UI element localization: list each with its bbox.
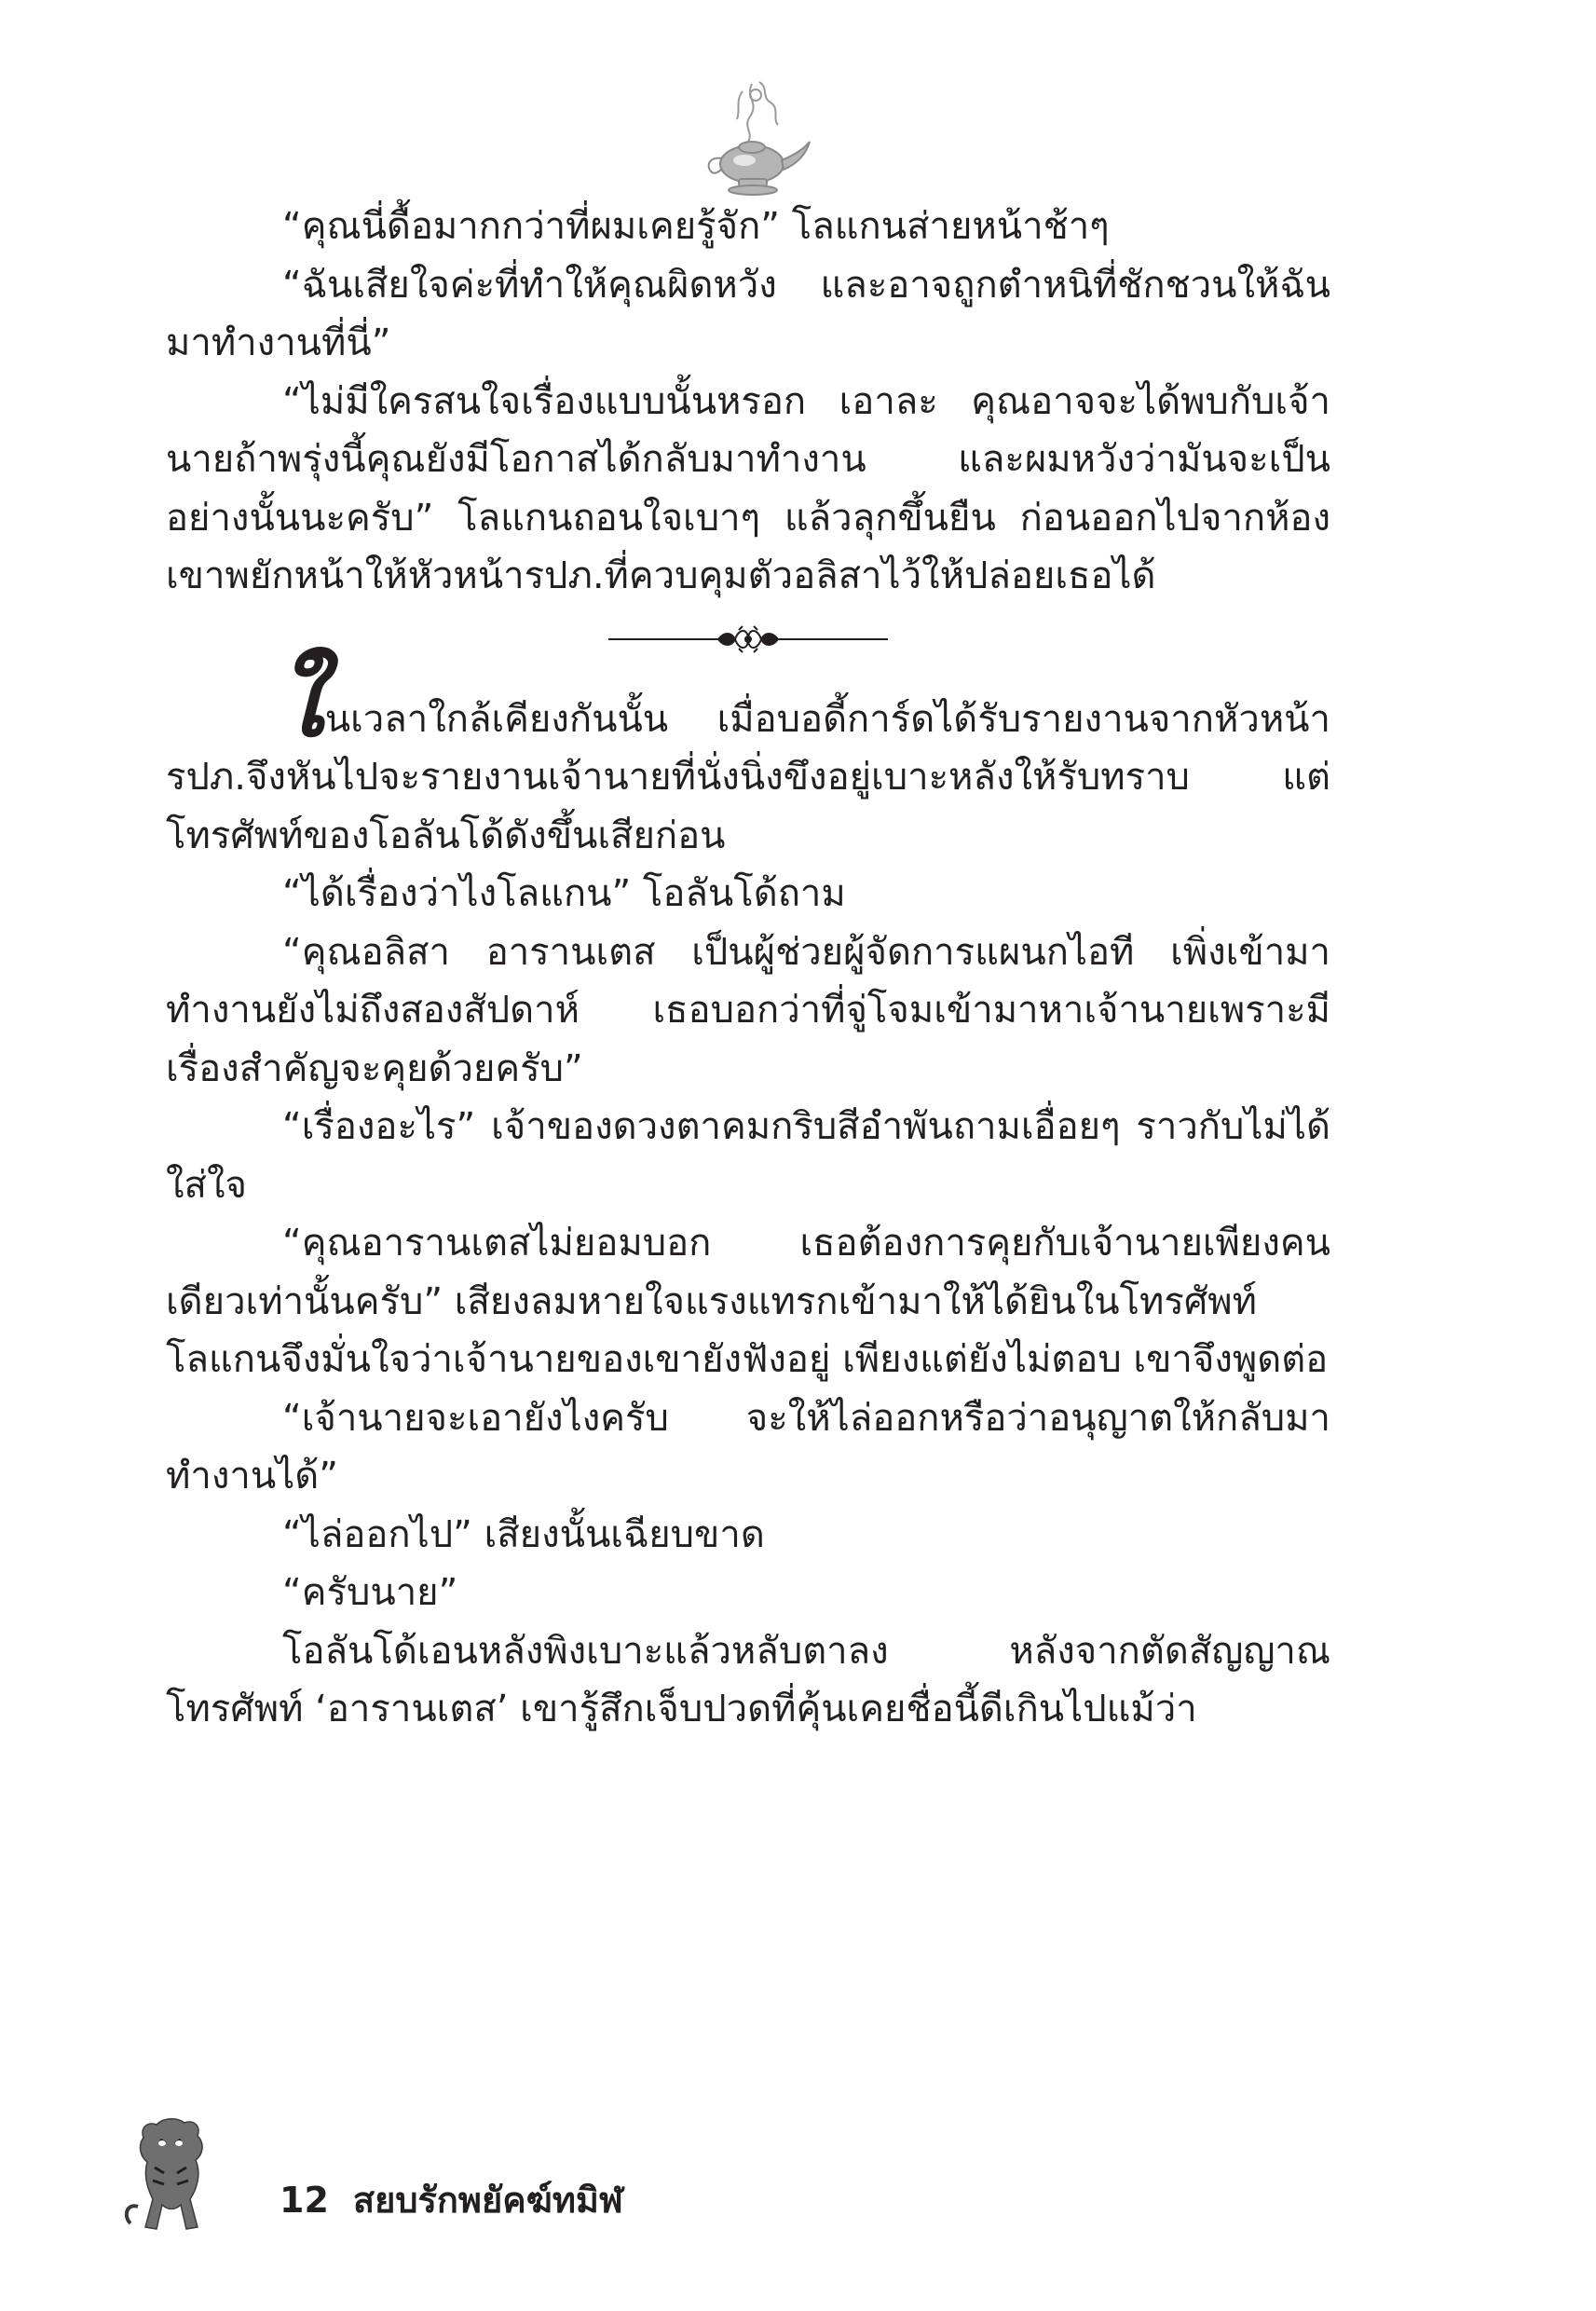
- paragraph: “คุณอลิสา อารานเตส เป็นผู้ช่วยผู้จัดการแผนกไอที เพิ่งเข้ามาทำงานยังไม่ถึงสองสัปดาห์ เธอบอกว่าที่จู่โจมเข้ามาหาเจ้านายเพราะมีเรื่องสำคัญจะคุยด้วยครับ”: [166, 930, 1330, 1090]
- paragraph: “ได้เรื่องว่าไงโลแกน” โอลันโด้ถาม: [282, 872, 846, 915]
- dropcap-paragraph-text: นเวลาใกล้เคียงกันนั้น เมื่อบอดี้การ์ดได้รับรายงานจากหัวหน้ารปภ.จึงหันไปจะรายงานเจ้านายที่นั่งนิ่งขึงอยู่เบาะหลังให้รับทราบ แต่โทรศัพท์ของโอลันโด้ดังขึ้นเสียก่อน: [166, 697, 1330, 857]
- page-footer: [119, 2113, 771, 2235]
- paragraph: “ครับนาย”: [282, 1571, 458, 1614]
- paragraph: โอลันโด้เอนหลังพิงเบาะแล้วหลับตาลง หลังจากตัดสัญญาณโทรศัพท์ ‘อารานเตส’ เขารู้สึกเจ็บปวดที่คุ้นเคยชื่อนี้ดีเกินไปแม้ว่า: [166, 1629, 1330, 1730]
- paragraphs-after: [166, 865, 1330, 1739]
- tiger-icon: [119, 2113, 222, 2235]
- paragraph: “คุณนี่ดื้อมากกว่าที่ผมเคยรู้จัก” โลแกนส่ายหน้าช้าๆ: [282, 205, 1110, 248]
- paragraph: “เจ้านายจะเอายังไงครับ จะให้ไล่ออกหรือว่าอนุญาตให้กลับมาทำงานได้”: [166, 1396, 1330, 1497]
- paragraph: “เรื่องอะไร” เจ้าของดวงตาคมกริบสีอำพันถามเอื่อยๆ ราวกับไม่ได้ใส่ใจ: [166, 1105, 1330, 1207]
- paragraph: “ฉันเสียใจค่ะที่ทำให้คุณผิดหวัง และอาจถูกตำหนิที่ชักชวนให้ฉันมาทำงานที่นี่”: [166, 263, 1330, 364]
- dropcap-paragraph: [166, 643, 1330, 866]
- genie-lamp-icon: [694, 75, 815, 205]
- book-title: สยบรักพยัคฆ์ทมิฬ: [352, 2180, 623, 2221]
- paragraphs-before: [166, 198, 1330, 606]
- paragraph: “ไม่มีใครสนใจเรื่องแบบนั้นหรอก เอาละ คุณอาจจะได้พบกับเจ้านายถ้าพรุ่งนี้คุณยังมีโอกาสได้กลับมาทำงาน และผมหวังว่ามันจะเป็นอย่างนั้นนะครับ” โลแกนถอนใจเบาๆ แล้วลุกขึ้นยืน ก่อนออกไปจากห้องเขาพยักหน้าให้หัวหน้ารปภ.ที่ควบคุมตัวอลิสาไว้ให้ปล่อยเธอได้: [166, 379, 1330, 597]
- body-text: [166, 198, 1330, 1739]
- paragraph: “คุณอารานเตสไม่ยอมบอก เธอต้องการคุยกับเจ้านายเพียงคนเดียวเท่านั้นครับ” เสียงลมหายใจแรงแทรกเข้ามาให้ได้ยินในโทรศัพท์: [166, 1222, 1330, 1323]
- ornamental-divider: [166, 606, 1330, 673]
- drop-cap-letter: ใ: [276, 643, 323, 759]
- paragraph: โลแกนจึงมั่นใจว่าเจ้านายของเขายังฟังอยู่ เพียงแต่ยังไม่ตอบ เขาจึงพูดต่อ: [166, 1338, 1329, 1381]
- page-number: 12: [280, 2180, 329, 2221]
- paragraph: “ไล่ออกไป” เสียงนั้นเฉียบขาด: [282, 1512, 765, 1556]
- folio: [280, 2171, 623, 2228]
